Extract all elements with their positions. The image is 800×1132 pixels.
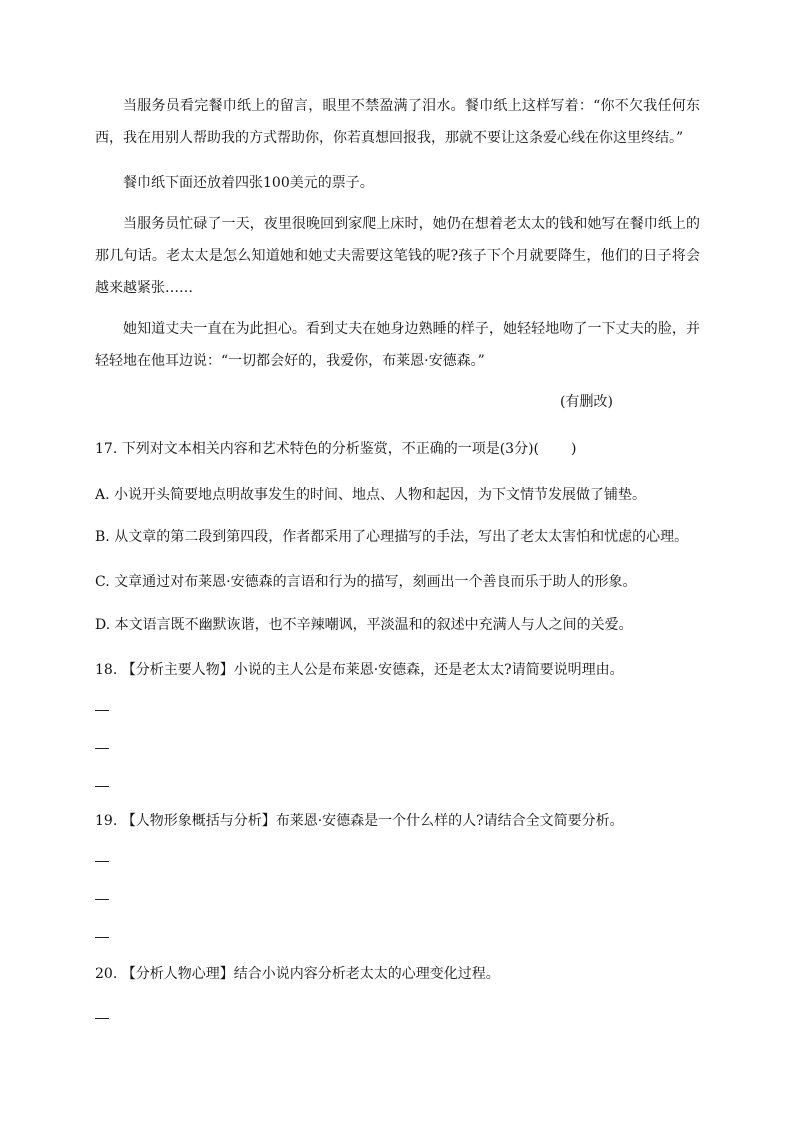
question-20: 20. 【分析人物心理】结合小说内容分析老太太的心理变化过程。 (95, 966, 500, 982)
question-18: 18. 【分析主要人物】小说的主人公是布莱恩·安德森，还是老太太?请简要说明理由。 (95, 662, 624, 678)
option-d: D. 本文语言既不幽默诙谐，也不辛辣嘲讽，平淡温和的叙述中充满人与人之间的关爱。 (95, 617, 633, 633)
question-17 (95, 438, 715, 458)
answer-line[interactable] (95, 1018, 109, 1019)
source-note: (有删改) (560, 394, 613, 410)
question-19: 19. 【人物形象概括与分析】布莱恩·安德森是一个什么样的人?请结合全文简要分析。 (95, 813, 624, 829)
option-c: C. 文章通过对布莱恩·安德森的言语和行为的描写，刻画出一个善良而乐于助人的形象。 (95, 574, 637, 590)
answer-line[interactable] (95, 786, 109, 787)
option-a: A. 小说开头简要地点明故事发生的时间、地点、人物和起因，为下文情节发展做了铺垫。 (95, 487, 647, 503)
passage-paragraph-4: 她知道丈夫一直在为此担心。看到丈夫在她身边熟睡的样子，她轻轻地吻了一下丈夫的脸，并轻轻地在他耳边说：“一切都会好的，我爱你，布莱恩·安德森。” (95, 321, 700, 369)
answer-paren-close: ) (571, 441, 577, 457)
option-b: B. 从文章的第二段到第四段，作者都采用了心理描写的手法，写出了老太太害怕和忧虑的心理。 (95, 529, 689, 545)
answer-paren-open: ( (533, 441, 540, 457)
passage-paragraph-1: 当服务员看完餐巾纸上的留言，眼里不禁盈满了泪水。餐巾纸上这样写着：“你不欠我任何东西，我在用别人帮助我的方式帮助你，你若真想回报我，那就不要让这条爱心线在你这里终结。” (95, 98, 700, 146)
answer-line[interactable] (95, 861, 109, 862)
answer-line[interactable] (95, 710, 109, 711)
answer-line[interactable] (95, 937, 109, 938)
passage-paragraph-3: 当服务员忙碌了一天，夜里很晚回到家爬上床时，她仍在想着老太太的钱和她写在餐巾纸上的那几句话。老太太是怎么知道她和她丈夫需要这笔钱的呢?孩子下个月就要降生，他们的日子将会越来越紧张…… (95, 216, 700, 296)
answer-line[interactable] (95, 899, 109, 900)
passage-paragraph-2: 餐巾纸下面还放着四张100美元的票子。 (123, 175, 374, 191)
question-17-stem: 17. 下列对文本相关内容和艺术特色的分析鉴赏，不正确的一项是(3分) (95, 441, 534, 457)
answer-line[interactable] (95, 748, 109, 749)
